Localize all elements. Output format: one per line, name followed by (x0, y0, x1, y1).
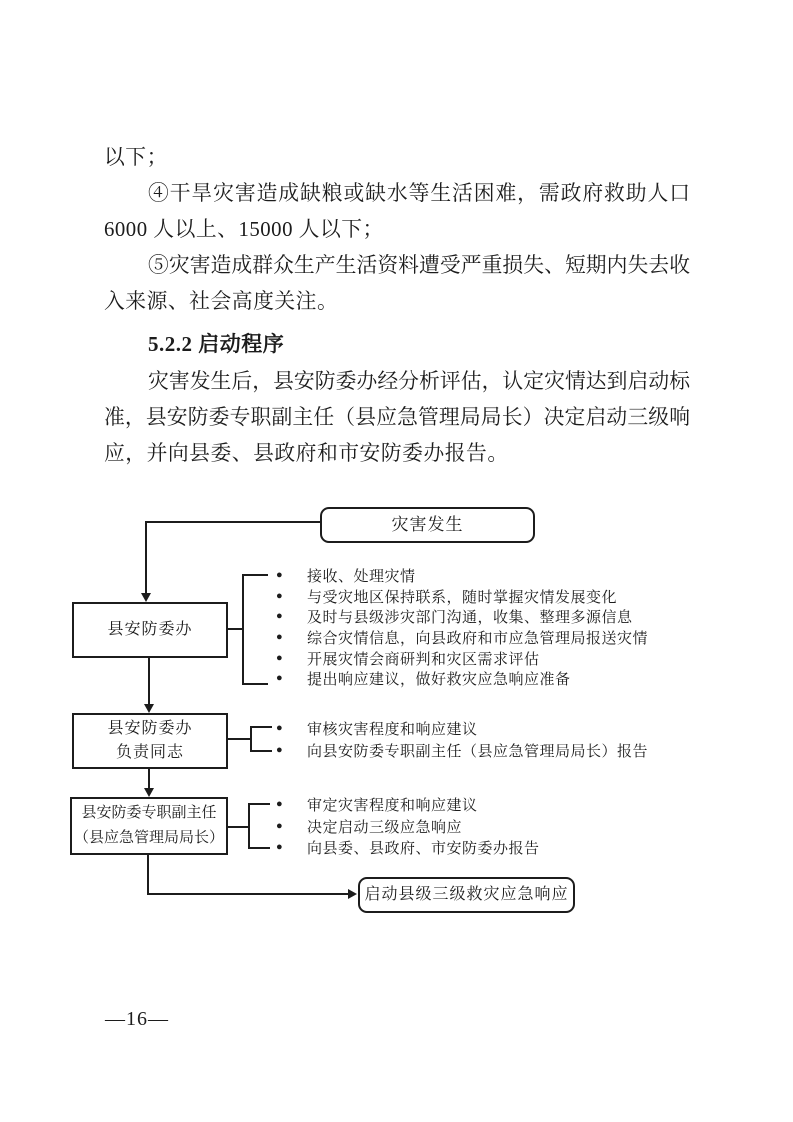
bullet-icon: ● (276, 651, 283, 664)
list-item (276, 717, 648, 740)
paragraph-line: 准，县安防委专职副主任（县应急管理局局长）决定启动三级响 (104, 406, 690, 429)
flow-node-label: （县应急管理局局长） (73, 830, 224, 846)
flow-end-label: 启动县级三级救灾应急响应 (364, 886, 569, 903)
list-item-text: 接收、处理灾情 (307, 568, 416, 585)
bracket-line (244, 683, 268, 685)
list-item-text: 及时与县级涉灾部门沟通，收集、整理多源信息 (307, 610, 633, 627)
list-item (276, 668, 648, 689)
bullet-icon: ● (276, 798, 283, 811)
list-item (276, 648, 648, 669)
connector-line (145, 521, 147, 595)
list-item-text: 决定启动三级应急响应 (307, 819, 463, 836)
paragraph-line: ⑤灾害造成群众生产生活资料遭受严重损失、短期内失去收 (148, 254, 690, 277)
paragraph-line: 应，并向县委、县政府和市安防委办报告。 (104, 442, 509, 465)
paragraph-line: 灾害发生后，县安防委办经分析评估，认定灾情达到启动标 (148, 370, 690, 393)
body-text (104, 140, 690, 472)
list-item-text: 与受灾地区保持联系，随时掌握灾情发展变化 (307, 589, 618, 606)
flow-node-label: 县安防委办 (107, 720, 193, 737)
flow-node-label: 县安防委办 (107, 621, 193, 638)
list-item-text: 向县委、县政府、市安防委办报告 (307, 841, 540, 858)
task-list-deputy-director (276, 794, 540, 859)
bullet-icon: ● (276, 841, 283, 854)
flow-node-office (72, 602, 228, 658)
list-item (276, 565, 648, 586)
connector-line (147, 893, 349, 895)
bullet-icon: ● (276, 610, 283, 623)
bracket-line (242, 574, 244, 685)
bracket-line (250, 726, 252, 752)
bracket-line (244, 574, 268, 576)
paragraph-line: 以下； (104, 146, 168, 169)
arrow-down-icon (144, 704, 154, 713)
list-item (276, 740, 648, 763)
list-item (276, 794, 540, 816)
paragraph-line: ④干旱灾害造成缺粮或缺水等生活困难，需政府救助人口 (148, 182, 690, 205)
bullet-icon: ● (276, 819, 283, 832)
paragraph-line: 入来源、社会高度关注。 (104, 290, 339, 313)
bullet-icon: ● (276, 589, 283, 602)
bullet-icon: ● (276, 568, 283, 581)
bracket-line (248, 803, 250, 849)
bracket-line (252, 726, 272, 728)
bracket-line (227, 738, 251, 740)
flow-start-box (320, 507, 535, 543)
bracket-line (250, 803, 270, 805)
list-item (276, 586, 648, 607)
arrow-right-icon (348, 889, 357, 899)
bullet-icon: ● (276, 630, 283, 643)
connector-line (146, 521, 321, 523)
bullet-icon: ● (276, 721, 283, 734)
flow-node-office-leader (72, 713, 228, 769)
list-item-text: 综合灾情信息，向县政府和市应急管理局报送灾情 (307, 630, 649, 647)
flow-end-box (358, 877, 575, 913)
flow-node-label: 负责同志 (115, 744, 184, 761)
task-list-office (276, 565, 648, 689)
list-item-text: 开展灾情会商研判和灾区需求评估 (307, 651, 540, 668)
flow-node-label: 县安防委专职副主任 (81, 805, 217, 821)
list-item-text: 提出响应建议，做好救灾应急响应准备 (307, 672, 571, 689)
bracket-line (250, 847, 270, 849)
bracket-line (252, 750, 272, 752)
page-number: —16— (105, 1008, 169, 1030)
paragraph-line: 6000 人以上、15000 人以下； (104, 218, 384, 241)
arrow-down-icon (144, 788, 154, 797)
connector-line (147, 855, 149, 895)
list-item (276, 627, 648, 648)
section-heading: 5.2.2 启动程序 (148, 332, 285, 356)
bullet-icon: ● (276, 672, 283, 685)
list-item (276, 837, 540, 859)
connector-line (148, 658, 150, 706)
flow-start-label: 灾害发生 (391, 515, 464, 534)
task-list-leader (276, 717, 648, 762)
list-item-text: 向县安防委专职副主任（县应急管理局局长）报告 (307, 744, 649, 761)
connector-line (148, 769, 150, 790)
list-item (276, 606, 648, 627)
list-item (276, 816, 540, 838)
arrow-down-icon (141, 593, 151, 602)
list-item-text: 审核灾害程度和响应建议 (307, 721, 478, 738)
list-item-text: 审定灾害程度和响应建议 (307, 798, 478, 815)
bracket-line (228, 826, 250, 828)
flow-node-deputy-director (70, 797, 228, 855)
bullet-icon: ● (276, 744, 283, 757)
